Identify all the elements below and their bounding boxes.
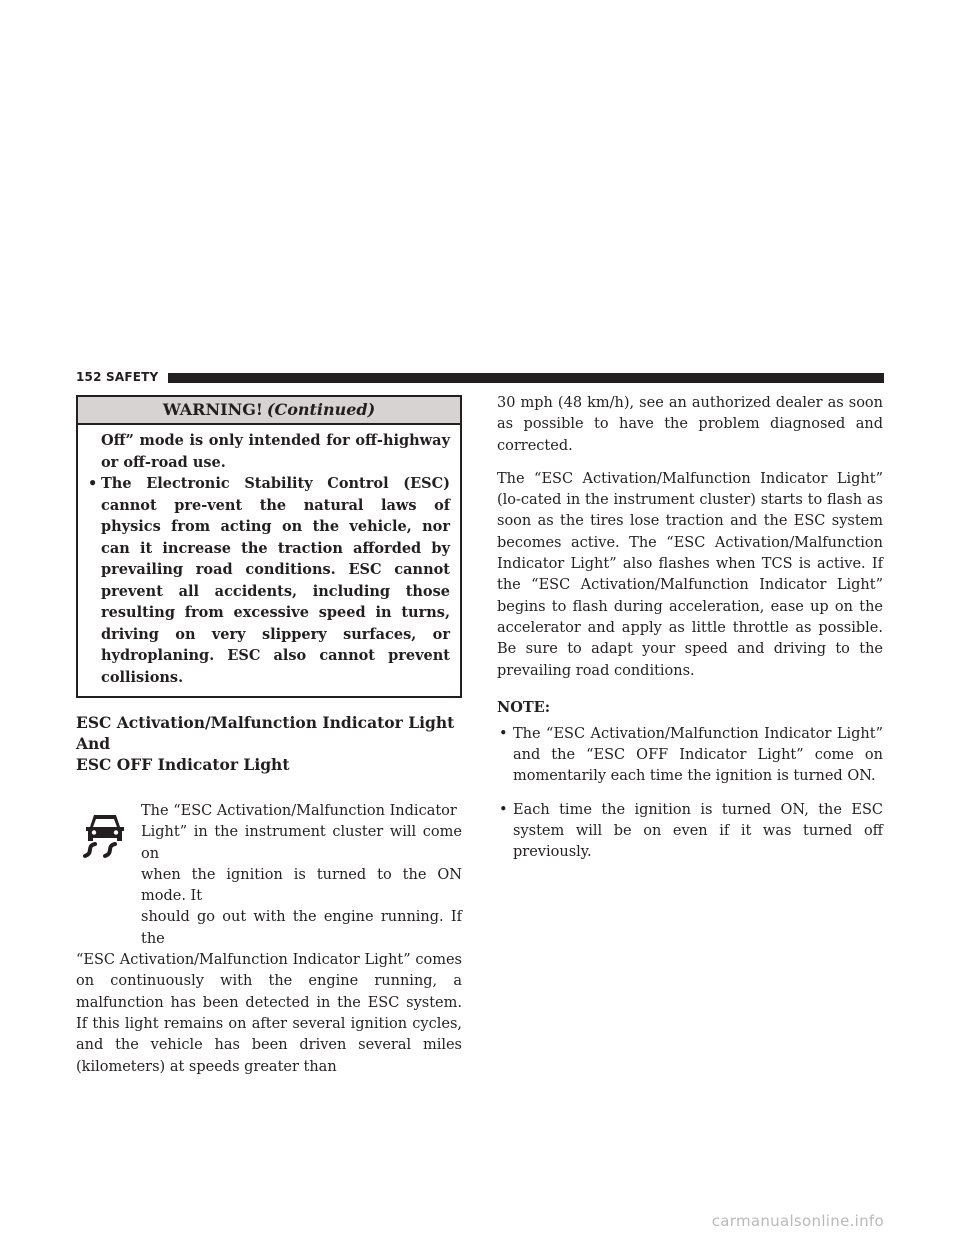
watermark: carmanualsonline.info bbox=[711, 1212, 884, 1230]
paragraph-continuation: “ESC Activation/Malfunction Indicator Light” comes on continuously with the engine running, a malfunction has been detected in the ESC system. If this light remains on after several ignition cycles, and the vehicle has been driven several miles (kilometers) at speeds greater than bbox=[76, 952, 462, 1075]
warning-continuation: Off” mode is only intended for off-highway or off-road use. bbox=[101, 432, 450, 471]
icon-line-2: Light” in the instrument cluster will come on bbox=[141, 824, 462, 862]
section-title bbox=[76, 712, 462, 775]
note-label: NOTE: bbox=[497, 698, 551, 716]
note-item-text: The “ESC Activation/Malfunction Indicator Light” and the “ESC OFF Indicator Light” come on momentarily each time the ignition is turned ON. bbox=[513, 725, 883, 785]
right-paragraph-1: 30 mph (48 km/h), see an authorized dealer as soon as possible to have the problem diagnosed and corrected. bbox=[497, 395, 883, 454]
icon-line-4: should go out with the engine running. If the bbox=[141, 909, 462, 947]
section-title-line2: ESC OFF Indicator Light bbox=[76, 755, 290, 774]
warning-header bbox=[78, 397, 460, 425]
warning-body bbox=[78, 425, 460, 696]
right-paragraph-2: The “ESC Activation/Malfunction Indicator Light” (lo-cated in the instrument cluster) starts to flash as soon as the tires lose traction and the ESC system becomes active. The “ESC Activation/Malfunction Indicator Light” also flashes when TCS is active. If the “ESC Activation/Malfunction Indicator Light” begins to flash during acceleration, ease up on the accelerator and apply as little throttle as possible. Be sure to adapt your speed and driving to the prevailing road conditions. bbox=[497, 470, 883, 679]
page-header bbox=[76, 371, 884, 385]
note-item bbox=[497, 724, 883, 788]
icon-line-1: The “ESC Activation/Malfunction Indicator bbox=[141, 803, 457, 819]
bullet-dot: • bbox=[88, 475, 98, 492]
warning-label: WARNING! bbox=[162, 400, 263, 419]
icon-line-3: when the ignition is turned to the ON mode. It bbox=[141, 866, 462, 905]
section-title-line1: ESC Activation/Malfunction Indicator Light And bbox=[76, 713, 455, 753]
bullet-dot: • bbox=[499, 801, 508, 818]
warning-continued: (Continued) bbox=[266, 400, 376, 419]
section-paragraph bbox=[76, 801, 462, 1078]
right-column bbox=[497, 393, 883, 864]
warning-bullet bbox=[88, 473, 450, 688]
icon-wrapped-lines bbox=[141, 801, 462, 950]
warning-box bbox=[76, 395, 462, 698]
left-column bbox=[76, 395, 462, 1078]
bullet-dot: • bbox=[499, 725, 508, 742]
header-rule bbox=[168, 373, 884, 383]
note-item-text: Each time the ignition is turned ON, the ESC system will be on even if it was turned off previously. bbox=[513, 801, 883, 861]
esc-traction-icon bbox=[82, 811, 128, 859]
note-item bbox=[497, 800, 883, 864]
warning-bullet-text: The Electronic Stability Control (ESC) cannot pre-vent the natural laws of physics from acting on the vehicle, nor can it increase the traction afforded by prevailing road conditions. ESC cannot prevent all accidents, including those resulting from excessive speed in turns, driving on very slippery surfaces, or hydroplaning. ESC also cannot prevent collisions. bbox=[101, 475, 450, 686]
page-number-section: 152 SAFETY bbox=[76, 370, 159, 384]
